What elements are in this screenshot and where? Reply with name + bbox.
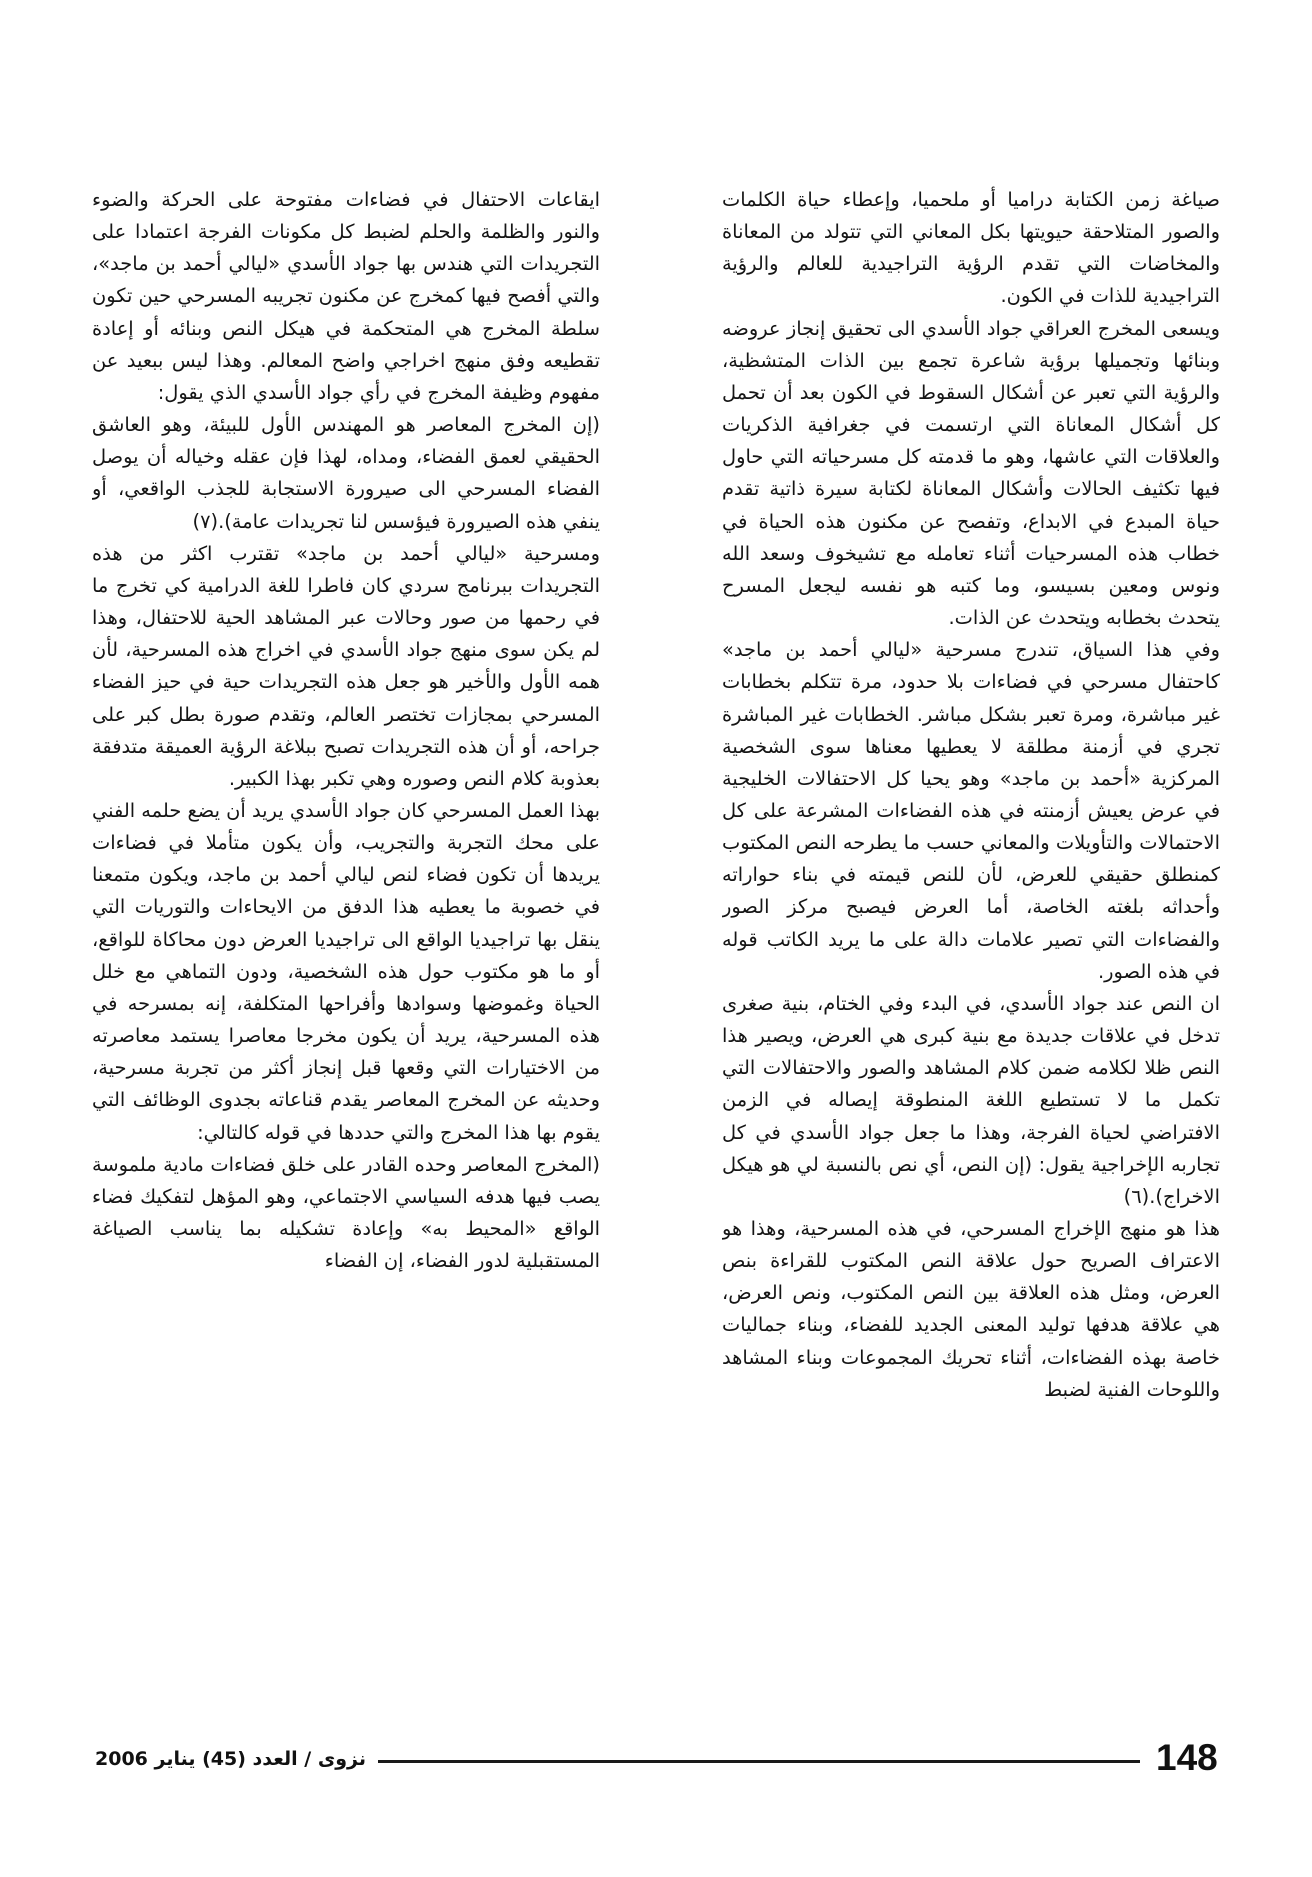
page-number: 148 [1156, 1737, 1218, 1778]
paragraph: وفي هذا السياق، تندرج مسرحية «ليالي أحمد بن ماجد» كاحتفال مسرحي في فضاءات بلا حدود، مرة تتكلم بخطابات غير مباشرة، ومرة تعبر بشكل مباشر. الخطابات غير المباشرة تجري في أزمنة مطلقة لا يعطيها معناها سوى الشخصية المركزية «أحمد بن ماجد» وهو يحيا كل الاحتفالات الخليجية في عرض يعيش أزمنته في هذه الفضاءات المشرعة على كل الاحتمالات والتأويلات والمعاني حسب ما يطرحه النص المكتوب كمنطلق حقيقي للعرض، لأن للنص قيمته في بناء حواراته وأحداثه بلغته الخاصة، أما العرض فيصبح مركز الصور والفضاءات التي تصير علامات دالة على ما يريد الكاتب قوله في هذه الصور. [722, 638, 1220, 983]
paragraph: ايقاعات الاحتفال في فضاءات مفتوحة على الحركة والضوء والنور والظلمة والحلم لضبط كل مكونات الفرجة اعتمادا على التجريدات التي هندس بها جواد الأسدي «ليالي أحمد بن ماجد»، والتي أفصح فيها كمخرج عن مكنون تجريبه المسرحي حين تكون سلطة المخرج هي المتحكمة في هيكل النص وبنائه أو إعادة تقطيعه وفق منهج اخراجي واضح المعالم. وهذا ليس ببعيد عن مفهوم وظيفة المخرج في رأي جواد الأسدي الذي يقول: [92, 188, 600, 404]
paragraph: (إن المخرج المعاصر هو المهندس الأول للبيئة، وهو العاشق الحقيقي لعمق الفضاء، ومداه، لهذا فإن عقله وخياله أن يوصل الفضاء المسرحي الى صيرورة الاستجابة للجذب الواقعي، أو ينفي هذه الصيرورة فيؤسس لنا تجريدات عامة).(٧) [92, 413, 600, 533]
footer-divider [378, 1760, 1140, 1763]
paragraph: ومسرحية «ليالي أحمد بن ماجد» تقترب اكثر من هذه التجريدات ببرنامج سردي كان فاطرا للغة الدرامية كي تخرج ما في رحمها من صور وحالات عبر المشاهد الحية للاحتفال، وهذا لم يكن سوى منهج جواد الأسدي في اخراج هذه المسرحية، لأن همه الأول والأخير هو جعل هذه التجريدات حية في حيز الفضاء المسرحي بمجازات تختصر العالم، وتقدم صورة بطل كبر على جراحه، أو أن هذه التجريدات تصبح ببلاغة الرؤية العميقة متدفقة بعذوبة كلام النص وصوره وهي تكبر بهذا الكبير. [92, 541, 600, 790]
paragraph: ان النص عند جواد الأسدي، في البدء وفي الختام، بنية صغرى تدخل في علاقات جديدة مع بنية كبرى هي العرض، ويصير هذا النص ظلا لكلامه ضمن كلام المشاهد والصور والاحتفالات التي تكمل ما لا تستطيع اللغة المنطوقة إيصاله في الزمن الافتراضي لحياة الفرجة، وهذا ما جعل جواد الأسدي في كل تجاربه الإخراجية يقول: (إن النص، أي نص بالنسبة لي هو هيكل الاخراج).(٦) [722, 991, 1220, 1208]
issue-label: نزوى / العدد (45) يناير 2006 [95, 1748, 366, 1770]
article-column-right [722, 184, 1220, 1536]
paragraph: بهذا العمل المسرحي كان جواد الأسدي يريد أن يضع حلمه الفني على محك التجربة والتجريب، وأن يكون متأملا في فضاءات يريدها أن تكون فضاء لنص ليالي أحمد بن ماجد، ويكون متمعنا في خصوبة ما يعطيه هذا الدفق من الايحاءات والتوريات التي ينقل بها تراجيديا الواقع الى تراجيديا العرض دون محاكاة للواقع، أو ما هو مكتوب حول هذه الشخصية، ودون التماهي مع خلل الحياة وغموضها وسوادها وأفراحها المتكلفة، إنه بمسرحه في هذه المسرحية، يريد أن يكون مخرجا معاصرا يستمد معاصرته من الاختيارات التي وقعها قبل إنجاز أكثر من تجربة مسرحية، وحديثه عن المخرج المعاصر يقدم قناعاته بجدوى الوظائف التي يقوم بها هذا المخرج والتي حددها في قوله كالتالي: [92, 798, 600, 1144]
paragraph: صياغة زمن الكتابة دراميا أو ملحميا، وإعطاء حياة الكلمات والصور المتلاحقة حيويتها بكل المعاني التي تتولد من المعاناة والمخاضات التي تقدم الرؤية التراجيدية للعالم والرؤية التراجيدية للذات في الكون. [722, 188, 1220, 308]
paragraph: (المخرج المعاصر وحده القادر على خلق فضاءات مادية ملموسة يصب فيها هدفه السياسي الاجتماعي، وهو المؤهل لتفكيك فضاء الواقع «المحيط به» وإعادة تشكيله بما يناسب الصياغة المستقبلية لدور الفضاء، إن الفضاء [92, 1152, 600, 1273]
paragraph: ويسعى المخرج العراقي جواد الأسدي الى تحقيق إنجاز عروضه وبنائها وتجميلها برؤية شاعرة تجمع بين الذات المتشظية، والرؤية التي تعبر عن أشكال السقوط في الكون بعد أن تحمل كل أشكال المعاناة التي ارتسمت في جغرافية الذكريات والعلاقات التي عاشها، وهو ما قدمته كل مسرحياته التي حاول فيها تكثيف الحالات وأشكال المعاناة لكتابة سيرة ذاتية تقدم حياة المبدع في الابداع، وتفصح عن مكنون هذه الحياة في خطاب هذه المسرحيات أثناء تعامله مع تشيخوف وسعد الله ونوس ومعين بسيسو، وما كتبه هو نفسه ليجعل المسرح يتحدث بخطابه ويتحدث عن الذات. [722, 316, 1220, 630]
paragraph: هذا هو منهج الإخراج المسرحي، في هذه المسرحية، وهذا هو الاعتراف الصريح حول علاقة النص المكتوب للقراءة بنص العرض، ومثل هذه العلاقة بين النص المكتوب، ونص العرض، هي علاقة هدفها توليد المعنى الجديد للفضاء، وبناء جماليات خاصة بهذه الفضاءات، أثناء تحريك المجموعات وبناء المشاهد واللوحات الفنية لضبط [722, 1217, 1220, 1401]
article-column-left [92, 184, 600, 1536]
